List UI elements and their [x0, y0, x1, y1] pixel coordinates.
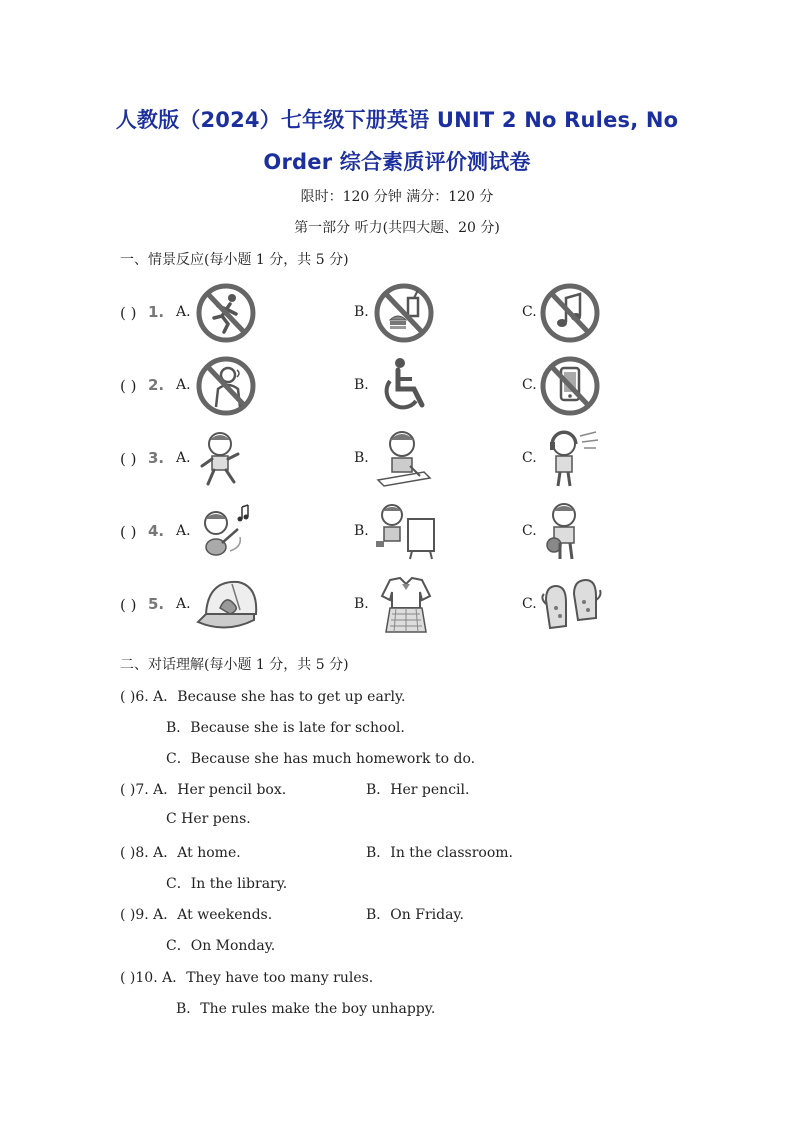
picture-question-2: [120, 355, 720, 415]
question-9: ( )9. A．At weekends.: [120, 907, 273, 923]
option-c-label: C.: [522, 596, 537, 612]
question-6-option-c: C．Because she has much homework to do.: [166, 751, 476, 767]
option-c-label: C.: [522, 523, 537, 539]
boy-writing-icon: [374, 428, 438, 490]
no-food-sign-icon: [374, 282, 438, 344]
no-running-sign-icon: [196, 282, 260, 344]
question-9-option-b: B．On Friday.: [366, 907, 464, 923]
section-2-heading: 二、对话理解(每小题 1 分，共 5 分): [120, 657, 349, 673]
no-shouting-sign-icon: [196, 355, 260, 417]
option-a-label: A.: [176, 377, 191, 393]
mittens-icon: [540, 574, 604, 636]
no-music-sign-icon: [540, 282, 604, 344]
school-uniform-icon: [374, 574, 438, 636]
question-8-option-c: C．In the library.: [166, 876, 288, 892]
option-a-label: A.: [176, 450, 191, 466]
boy-with-ball-icon: [540, 501, 604, 563]
cap-icon: [196, 574, 260, 636]
question-7: ( )7. A．Her pencil box.: [120, 782, 287, 798]
boy-with-headphones-icon: [540, 428, 604, 490]
answer-blank[interactable]: ( ): [120, 596, 137, 614]
option-b-label: B.: [354, 304, 369, 320]
question-10-option-b: B．The rules make the boy unhappy.: [176, 1001, 436, 1017]
question-8-option-b: B．In the classroom.: [366, 845, 513, 861]
time-limit-line: 限时：120 分钟 满分：120 分: [300, 189, 494, 205]
part-heading: 第一部分 听力(共四大题、20 分): [294, 220, 500, 236]
answer-blank[interactable]: ( ): [120, 450, 137, 468]
question-number: 5.: [148, 595, 165, 613]
question-6-option-b: B．Because she is late for school.: [166, 720, 405, 736]
question-number: 3.: [148, 449, 165, 467]
option-b-label: B.: [354, 596, 369, 612]
wheelchair-sign-icon: [374, 355, 438, 417]
picture-question-3: [120, 428, 720, 488]
document-title-line-2: Order 综合素质评价测试卷: [263, 150, 531, 174]
boy-playing-guitar-icon: [196, 501, 260, 563]
question-number: 1.: [148, 303, 165, 321]
document-title-line-1: 人教版（2024）七年级下册英语 UNIT 2 No Rules, No: [115, 108, 679, 132]
question-7-option-b: B．Her pencil.: [366, 782, 470, 798]
question-10: ( )10. A．They have too many rules.: [120, 970, 374, 986]
no-phone-sign-icon: [540, 355, 604, 417]
question-9-option-c: C．On Monday.: [166, 938, 276, 954]
option-b-label: B.: [354, 523, 369, 539]
picture-question-4: [120, 501, 720, 561]
question-number: 2.: [148, 376, 165, 394]
option-b-label: B.: [354, 450, 369, 466]
question-number: 4.: [148, 522, 165, 540]
option-a-label: A.: [176, 596, 191, 612]
option-b-label: B.: [354, 377, 369, 393]
question-8: ( )8. A．At home.: [120, 845, 241, 861]
question-6: ( )6. A．Because she has to get up early.: [120, 689, 406, 705]
section-1-heading: 一、情景反应(每小题 1 分，共 5 分): [120, 252, 349, 268]
option-c-label: C.: [522, 450, 537, 466]
option-c-label: C.: [522, 304, 537, 320]
running-boy-icon: [196, 428, 260, 490]
answer-blank[interactable]: ( ): [120, 377, 137, 395]
picture-question-5: [120, 574, 720, 634]
answer-blank[interactable]: ( ): [120, 523, 137, 541]
option-c-label: C.: [522, 377, 537, 393]
question-7-option-c: C Her pens.: [166, 811, 251, 827]
option-a-label: A.: [176, 523, 191, 539]
boy-cleaning-board-icon: [374, 501, 438, 563]
picture-question-1: [120, 282, 720, 342]
answer-blank[interactable]: ( ): [120, 304, 137, 322]
option-a-label: A.: [176, 304, 191, 320]
